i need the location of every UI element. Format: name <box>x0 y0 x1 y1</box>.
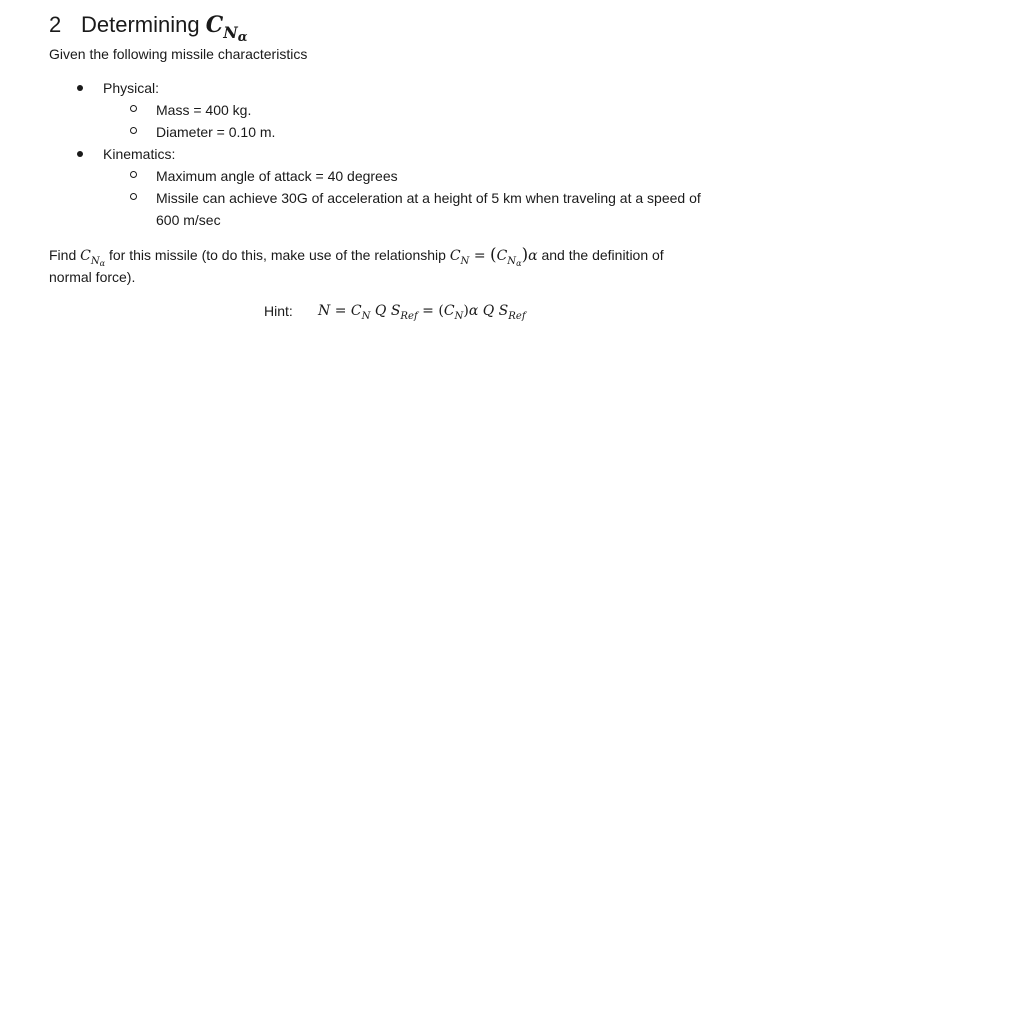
hint-equation: $N = C_N$ Q $S_{Ref} = (C_N)\alpha$ Q $S_{Ref}$ <box>318 303 526 322</box>
heading-symbol-cna: $C_{N_\alpha}$ <box>205 12 248 44</box>
list-item-acceleration: Missile can achieve 30G of acceleration at a height of 5 km when traveling at a speed of <box>156 190 701 206</box>
section-label-physical: Physical: <box>103 80 160 96</box>
intro-text: Given the following missile characteristics <box>49 46 308 62</box>
question-end: and the definition of <box>541 247 664 263</box>
list-item-max-aoa: Maximum angle of attack = 40 degrees <box>156 168 398 184</box>
question-find: Find <box>49 247 77 263</box>
bullet-icon <box>77 85 83 91</box>
sub-bullet-icon <box>130 193 137 200</box>
section-number: 2 <box>49 12 62 37</box>
section-label-kinematics: Kinematics: <box>103 146 176 162</box>
symbol-cna: $C_{N_\alpha}$ <box>80 248 106 268</box>
question-line-1 <box>49 245 664 267</box>
question-mid: for this missile (to do this, make use of the relationship <box>109 247 446 263</box>
sub-bullet-icon <box>130 127 137 134</box>
section-title: Determining <box>81 12 200 37</box>
list-item-diameter: Diameter = 0.10 m. <box>156 124 276 140</box>
sub-bullet-icon <box>130 105 137 112</box>
equation-cn-relationship: $C_N = (C_{N_\alpha})\alpha$ <box>449 244 538 268</box>
question-line-2: normal force). <box>49 269 136 285</box>
list-item-acceleration-cont: 600 m/sec <box>156 212 221 228</box>
list-item-mass: Mass = 400 kg. <box>156 102 252 118</box>
section-heading <box>49 10 247 43</box>
hint-label: Hint: <box>264 303 293 319</box>
sub-bullet-icon <box>130 171 137 178</box>
bullet-icon <box>77 151 83 157</box>
